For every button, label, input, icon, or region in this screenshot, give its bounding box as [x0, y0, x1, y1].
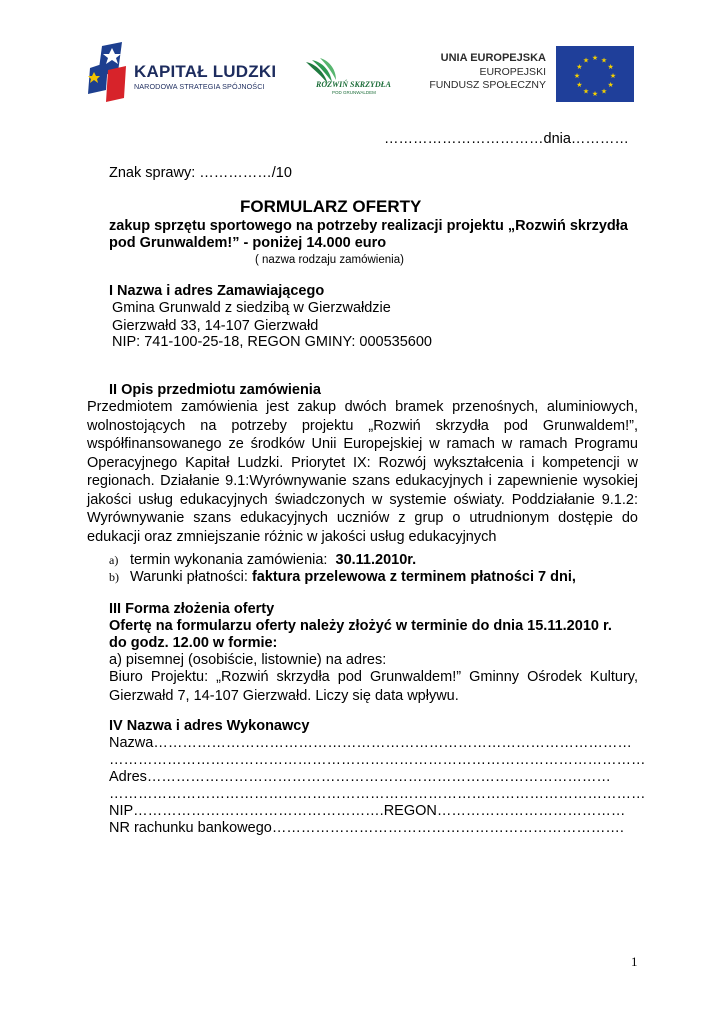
section-1-line: NIP: 741-100-25-18, REGON GMINY: 000535600 [112, 334, 432, 350]
subject-line-2: pod Grunwaldem!” - poniżej 14.000 euro [109, 235, 387, 251]
rozwin-skrzydla-title: ROZWIŃ SKRZYDŁA [316, 80, 391, 89]
logo-kapital-ludzki [88, 40, 288, 108]
paragraph-line: regionach. Działanie 9.1:Wyrównywanie szans edukacyjnych i zapewnienie wysokiej [87, 473, 638, 489]
subject-line-1: zakup sprzętu sportowego na potrzeby realizacji projektu „Rozwiń skrzydła [109, 218, 628, 234]
section-3-line: a) pisemnej (osobiście, listownie) na adres: [109, 652, 387, 668]
section-3-deadline-line-2: do godz. 12.00 w formie: [109, 635, 278, 651]
eu-flag [556, 46, 634, 102]
paragraph-line: Wyrównywanie szans edukacyjnych uczniów z grup o utrudnionym dostępie do [87, 510, 638, 526]
section-3-heading: III Forma złożenia oferty [109, 601, 275, 617]
eu-flag-icon [556, 46, 634, 102]
logo-eu-text [428, 52, 546, 98]
svg-text:★: ★ [609, 72, 617, 80]
page-number: 1 [631, 954, 638, 969]
svg-text:★: ★ [607, 63, 614, 71]
svg-text:★: ★ [591, 54, 599, 62]
svg-text:★: ★ [582, 87, 590, 96]
paragraph-line: jakości usług edukacyjnych świadczonych w systemie oświaty. Poddziałanie 9.1.2: [87, 491, 638, 508]
svg-text:★: ★ [573, 72, 581, 80]
svg-text:★: ★ [576, 63, 583, 71]
section-3-deadline-line-1: Ofertę na formularzu oferty należy złożyć w terminie do dnia 15.11.2010 r. [109, 618, 612, 634]
section-3-address-block [109, 668, 638, 705]
kapital-ludzki-subtitle: NARODOWA STRATEGIA SPÓJNOŚCI [134, 82, 265, 91]
item-b-marker: b) [109, 570, 119, 584]
case-reference: Znak sprawy: ……………/10 [109, 165, 292, 181]
contractor-address-field: Adres…………………………………………………………………………………… [109, 769, 611, 785]
contractor-name-field: Nazwa……………………………………………………………………………………… [109, 735, 632, 751]
logo-rozwin-skrzydla [302, 58, 402, 98]
section-3-line: Gierzwałd 7, 14-107 Gierzwałd. Liczy się data wpływu. [109, 687, 459, 704]
eu-line-1: UNIA EUROPEJSKA [440, 52, 546, 64]
dotted-line: ………………………………………………………………………………………………… [109, 752, 646, 768]
eu-line-3: FUNDUSZ SPOŁECZNY [429, 79, 546, 91]
paragraph-line: współfinansowanego ze środków Unii Europejskiej w ramach w ramach Programu [87, 436, 638, 452]
svg-text:★: ★ [582, 56, 590, 65]
paragraph-line: edukacji oraz zmniejszanie różnic w jakości usług edukacyjnych [87, 528, 497, 545]
section-2-heading: II Opis przedmiotu zamówienia [109, 382, 321, 398]
paragraph-line: Operacyjnego Kapitał Ludzki. Priorytet IX: Rozwój wykształcenia i kompetencji w [87, 454, 638, 471]
item-a-label: termin wykonania zamówienia: [130, 552, 332, 568]
svg-text:★: ★ [576, 81, 583, 89]
item-b [109, 568, 576, 587]
section-4-heading: IV Nazwa i adres Wykonawcy [109, 718, 310, 734]
section-1-line: Gierzwałd 33, 14-107 Gierzwałd [112, 318, 319, 334]
svg-text:★: ★ [607, 81, 614, 89]
nip-regon-field: NIP…………………………………………….REGON………………………………… [109, 803, 626, 819]
kapital-ludzki-emblem-icon [88, 42, 128, 104]
section-3-line: Biuro Projektu: „Rozwiń skrzydła pod Grunwaldem!” Gminny Ośrodek Kultury, [109, 669, 638, 685]
dotted-line: ………………………………………………………………………………………………… [109, 786, 646, 802]
bank-account-field: NR rachunku bankowego………………………………………………………………. [109, 820, 624, 836]
section-2-paragraph [87, 398, 638, 546]
section-1-heading: I Nazwa i adres Zamawiającego [109, 283, 325, 299]
paragraph-line: Przedmiotem zamówienia jest zakup dwóch bramek przenośnych, aluminiowych, [87, 399, 638, 415]
rozwin-skrzydla-subtitle: POD GRUNWALDEM [332, 90, 376, 95]
item-b-label: Warunki płatności: [130, 569, 252, 585]
paragraph-line: wolnostojących na potrzeby projektu „Rozwiń skrzydła pod Grunwaldem!”, [87, 417, 638, 434]
kapital-ludzki-title: KAPITAŁ LUDZKI [134, 62, 277, 81]
item-b-value: faktura przelewowa z terminem płatności 7 dni, [251, 569, 576, 585]
svg-text:★: ★ [591, 90, 599, 98]
item-a [109, 551, 416, 570]
item-a-marker: a) [109, 553, 119, 567]
svg-text:★: ★ [600, 56, 608, 65]
form-title: FORMULARZ OFERTY [240, 197, 422, 216]
svg-text:★: ★ [600, 87, 608, 96]
item-a-value: 30.11.2010r. [335, 552, 417, 568]
eu-line-2: EUROPEJSKI [479, 66, 546, 78]
section-1-line: Gmina Grunwald z siedzibą w Gierzwałdzie [112, 300, 391, 316]
date-line: ……………………………dnia………… [384, 131, 629, 147]
subject-note: ( nazwa rodzaju zamówienia) [255, 254, 404, 266]
